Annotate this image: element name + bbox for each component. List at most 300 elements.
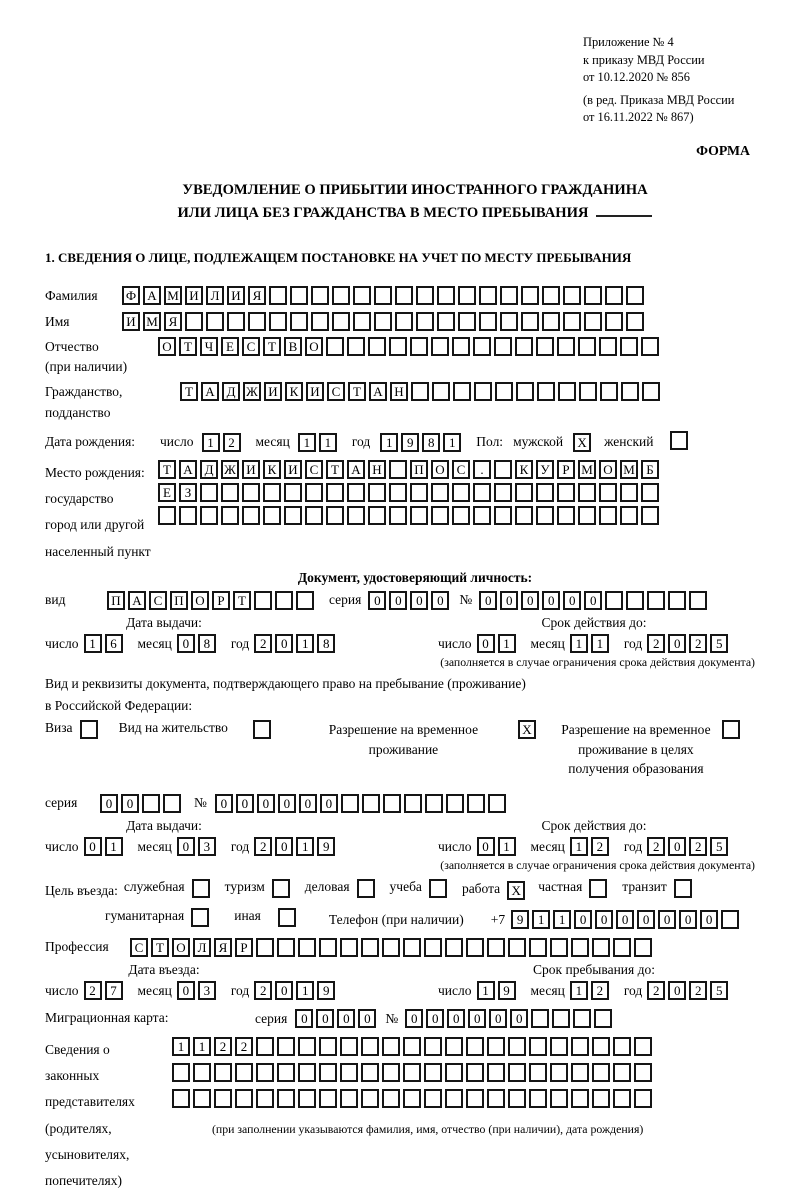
- char-box[interactable]: [537, 382, 555, 401]
- char-box[interactable]: Е: [158, 483, 176, 502]
- char-box[interactable]: [410, 337, 428, 356]
- char-box[interactable]: [552, 1009, 570, 1028]
- char-box[interactable]: 1: [498, 837, 516, 856]
- char-box[interactable]: Т: [180, 382, 198, 401]
- char-box[interactable]: [263, 506, 281, 525]
- char-box[interactable]: [361, 938, 379, 957]
- char-box[interactable]: 1: [570, 837, 588, 856]
- char-box[interactable]: И: [242, 460, 260, 479]
- char-box[interactable]: [424, 1037, 442, 1056]
- char-box[interactable]: [488, 794, 506, 813]
- char-box[interactable]: Т: [179, 337, 197, 356]
- char-box[interactable]: О: [599, 460, 617, 479]
- char-box[interactable]: [256, 938, 274, 957]
- char-box[interactable]: [221, 483, 239, 502]
- char-box[interactable]: [403, 938, 421, 957]
- char-box[interactable]: 1: [84, 634, 102, 653]
- char-box[interactable]: О: [158, 337, 176, 356]
- char-box[interactable]: [579, 382, 597, 401]
- char-box[interactable]: З: [179, 483, 197, 502]
- char-box[interactable]: 0: [521, 591, 539, 610]
- char-box[interactable]: [424, 1089, 442, 1108]
- char-box[interactable]: И: [185, 286, 203, 305]
- char-box[interactable]: 1: [193, 1037, 211, 1056]
- char-box[interactable]: [368, 506, 386, 525]
- char-box[interactable]: М: [164, 286, 182, 305]
- char-box[interactable]: 0: [637, 910, 655, 929]
- char-box[interactable]: С: [149, 591, 167, 610]
- char-box[interactable]: [473, 506, 491, 525]
- char-box[interactable]: О: [431, 460, 449, 479]
- char-box[interactable]: [277, 1063, 295, 1082]
- char-box[interactable]: 1: [477, 981, 495, 1000]
- char-box[interactable]: [647, 591, 665, 610]
- checkbox[interactable]: [670, 431, 688, 450]
- char-box[interactable]: 5: [710, 837, 728, 856]
- char-box[interactable]: [319, 938, 337, 957]
- char-box[interactable]: [200, 506, 218, 525]
- char-box[interactable]: Я: [164, 312, 182, 331]
- char-box[interactable]: 0: [368, 591, 386, 610]
- char-box[interactable]: [458, 312, 476, 331]
- char-box[interactable]: [284, 483, 302, 502]
- char-box[interactable]: И: [227, 286, 245, 305]
- char-box[interactable]: М: [143, 312, 161, 331]
- char-box[interactable]: [613, 1037, 631, 1056]
- char-box[interactable]: П: [410, 460, 428, 479]
- char-box[interactable]: 0: [275, 837, 293, 856]
- char-box[interactable]: Р: [557, 460, 575, 479]
- char-box[interactable]: 0: [574, 910, 592, 929]
- char-box[interactable]: [298, 1089, 316, 1108]
- char-box[interactable]: [641, 337, 659, 356]
- char-box[interactable]: 0: [595, 910, 613, 929]
- char-box[interactable]: [578, 506, 596, 525]
- char-box[interactable]: 9: [317, 837, 335, 856]
- char-box[interactable]: [269, 312, 287, 331]
- char-box[interactable]: 1: [172, 1037, 190, 1056]
- char-box[interactable]: Н: [368, 460, 386, 479]
- char-box[interactable]: 0: [668, 837, 686, 856]
- char-box[interactable]: [432, 382, 450, 401]
- char-box[interactable]: [473, 337, 491, 356]
- char-box[interactable]: [515, 483, 533, 502]
- char-box[interactable]: [515, 506, 533, 525]
- char-box[interactable]: [410, 506, 428, 525]
- char-box[interactable]: [613, 1089, 631, 1108]
- char-box[interactable]: [573, 1009, 591, 1028]
- char-box[interactable]: [227, 312, 245, 331]
- char-box[interactable]: П: [107, 591, 125, 610]
- checkbox[interactable]: X: [507, 881, 525, 900]
- char-box[interactable]: [594, 1009, 612, 1028]
- char-box[interactable]: 0: [668, 634, 686, 653]
- char-box[interactable]: Б: [641, 460, 659, 479]
- char-box[interactable]: 0: [479, 591, 497, 610]
- char-box[interactable]: [721, 910, 739, 929]
- char-box[interactable]: [558, 382, 576, 401]
- char-box[interactable]: И: [284, 460, 302, 479]
- char-box[interactable]: 2: [235, 1037, 253, 1056]
- char-box[interactable]: [206, 312, 224, 331]
- char-box[interactable]: [332, 286, 350, 305]
- char-box[interactable]: [634, 938, 652, 957]
- char-box[interactable]: [600, 382, 618, 401]
- char-box[interactable]: [431, 337, 449, 356]
- char-box[interactable]: С: [130, 938, 148, 957]
- checkbox[interactable]: [357, 879, 375, 898]
- char-box[interactable]: [620, 506, 638, 525]
- checkbox[interactable]: [589, 879, 607, 898]
- char-box[interactable]: [542, 286, 560, 305]
- char-box[interactable]: [298, 1063, 316, 1082]
- char-box[interactable]: [256, 1089, 274, 1108]
- char-box[interactable]: [416, 286, 434, 305]
- char-box[interactable]: [424, 938, 442, 957]
- char-box[interactable]: М: [578, 460, 596, 479]
- char-box[interactable]: 0: [510, 1009, 528, 1028]
- char-box[interactable]: 2: [647, 634, 665, 653]
- char-box[interactable]: [361, 1037, 379, 1056]
- char-box[interactable]: 0: [278, 794, 296, 813]
- char-box[interactable]: А: [347, 460, 365, 479]
- char-box[interactable]: 2: [214, 1037, 232, 1056]
- checkbox[interactable]: [253, 720, 271, 739]
- char-box[interactable]: [474, 382, 492, 401]
- char-box[interactable]: [446, 794, 464, 813]
- char-box[interactable]: [142, 794, 160, 813]
- char-box[interactable]: О: [305, 337, 323, 356]
- char-box[interactable]: [550, 938, 568, 957]
- char-box[interactable]: 2: [254, 634, 272, 653]
- char-box[interactable]: 0: [542, 591, 560, 610]
- char-box[interactable]: [298, 1037, 316, 1056]
- char-box[interactable]: [319, 1037, 337, 1056]
- char-box[interactable]: 0: [177, 634, 195, 653]
- char-box[interactable]: 0: [316, 1009, 334, 1028]
- char-box[interactable]: [445, 1063, 463, 1082]
- char-box[interactable]: [389, 337, 407, 356]
- char-box[interactable]: [424, 1063, 442, 1082]
- char-box[interactable]: [263, 483, 281, 502]
- char-box[interactable]: Т: [326, 460, 344, 479]
- char-box[interactable]: [445, 1089, 463, 1108]
- char-box[interactable]: [425, 794, 443, 813]
- char-box[interactable]: С: [242, 337, 260, 356]
- char-box[interactable]: [495, 382, 513, 401]
- char-box[interactable]: К: [263, 460, 281, 479]
- char-box[interactable]: 9: [511, 910, 529, 929]
- char-box[interactable]: [487, 1063, 505, 1082]
- char-box[interactable]: О: [191, 591, 209, 610]
- char-box[interactable]: 0: [358, 1009, 376, 1028]
- char-box[interactable]: И: [306, 382, 324, 401]
- char-box[interactable]: Т: [151, 938, 169, 957]
- char-box[interactable]: [605, 286, 623, 305]
- char-box[interactable]: [410, 483, 428, 502]
- char-box[interactable]: [340, 938, 358, 957]
- char-box[interactable]: [311, 312, 329, 331]
- char-box[interactable]: [571, 1037, 589, 1056]
- char-box[interactable]: 2: [591, 981, 609, 1000]
- char-box[interactable]: [494, 337, 512, 356]
- char-box[interactable]: [508, 1089, 526, 1108]
- char-box[interactable]: [353, 286, 371, 305]
- char-box[interactable]: [516, 382, 534, 401]
- char-box[interactable]: [340, 1089, 358, 1108]
- char-box[interactable]: [437, 286, 455, 305]
- char-box[interactable]: [368, 337, 386, 356]
- char-box[interactable]: 1: [296, 837, 314, 856]
- char-box[interactable]: 1: [296, 634, 314, 653]
- char-box[interactable]: 1: [498, 634, 516, 653]
- char-box[interactable]: [487, 938, 505, 957]
- char-box[interactable]: [641, 483, 659, 502]
- char-box[interactable]: [452, 337, 470, 356]
- char-box[interactable]: [431, 483, 449, 502]
- char-box[interactable]: 1: [298, 433, 316, 452]
- checkbox[interactable]: [674, 879, 692, 898]
- char-box[interactable]: М: [620, 460, 638, 479]
- char-box[interactable]: [592, 938, 610, 957]
- checkbox[interactable]: [722, 720, 740, 739]
- char-box[interactable]: 2: [689, 634, 707, 653]
- char-box[interactable]: 3: [198, 981, 216, 1000]
- checkbox[interactable]: [191, 908, 209, 927]
- char-box[interactable]: [275, 591, 293, 610]
- char-box[interactable]: [571, 1089, 589, 1108]
- char-box[interactable]: К: [285, 382, 303, 401]
- char-box[interactable]: 2: [689, 837, 707, 856]
- char-box[interactable]: [473, 483, 491, 502]
- char-box[interactable]: Ф: [122, 286, 140, 305]
- checkbox[interactable]: X: [573, 433, 591, 452]
- char-box[interactable]: [689, 591, 707, 610]
- char-box[interactable]: [163, 794, 181, 813]
- char-box[interactable]: 2: [84, 981, 102, 1000]
- char-box[interactable]: 0: [177, 837, 195, 856]
- char-box[interactable]: [613, 938, 631, 957]
- char-box[interactable]: Ж: [243, 382, 261, 401]
- char-box[interactable]: Я: [214, 938, 232, 957]
- char-box[interactable]: [536, 337, 554, 356]
- char-box[interactable]: 0: [100, 794, 118, 813]
- char-box[interactable]: 2: [647, 981, 665, 1000]
- char-box[interactable]: [592, 1037, 610, 1056]
- char-box[interactable]: 0: [616, 910, 634, 929]
- char-box[interactable]: Т: [348, 382, 366, 401]
- checkbox[interactable]: X: [518, 720, 536, 739]
- char-box[interactable]: Р: [235, 938, 253, 957]
- char-box[interactable]: [563, 312, 581, 331]
- char-box[interactable]: Д: [200, 460, 218, 479]
- char-box[interactable]: [326, 337, 344, 356]
- char-box[interactable]: [515, 337, 533, 356]
- char-box[interactable]: Р: [212, 591, 230, 610]
- char-box[interactable]: [341, 794, 359, 813]
- char-box[interactable]: [319, 1089, 337, 1108]
- char-box[interactable]: 0: [477, 837, 495, 856]
- char-box[interactable]: 1: [319, 433, 337, 452]
- char-box[interactable]: [563, 286, 581, 305]
- char-box[interactable]: И: [264, 382, 282, 401]
- char-box[interactable]: [416, 312, 434, 331]
- char-box[interactable]: 5: [710, 634, 728, 653]
- char-box[interactable]: [269, 286, 287, 305]
- char-box[interactable]: 0: [236, 794, 254, 813]
- char-box[interactable]: 0: [468, 1009, 486, 1028]
- char-box[interactable]: 1: [443, 433, 461, 452]
- char-box[interactable]: 1: [591, 634, 609, 653]
- char-box[interactable]: [508, 1037, 526, 1056]
- char-box[interactable]: 0: [658, 910, 676, 929]
- char-box[interactable]: 8: [422, 433, 440, 452]
- char-box[interactable]: [361, 1089, 379, 1108]
- char-box[interactable]: [466, 1063, 484, 1082]
- char-box[interactable]: 0: [431, 591, 449, 610]
- char-box[interactable]: Я: [248, 286, 266, 305]
- char-box[interactable]: [550, 1063, 568, 1082]
- char-box[interactable]: [395, 312, 413, 331]
- char-box[interactable]: [529, 1063, 547, 1082]
- char-box[interactable]: [642, 382, 660, 401]
- char-box[interactable]: А: [128, 591, 146, 610]
- char-box[interactable]: 1: [105, 837, 123, 856]
- char-box[interactable]: [221, 506, 239, 525]
- char-box[interactable]: [411, 382, 429, 401]
- char-box[interactable]: [389, 506, 407, 525]
- char-box[interactable]: 1: [570, 981, 588, 1000]
- char-box[interactable]: [452, 483, 470, 502]
- char-box[interactable]: 0: [257, 794, 275, 813]
- char-box[interactable]: [193, 1063, 211, 1082]
- char-box[interactable]: 3: [198, 837, 216, 856]
- char-box[interactable]: [353, 312, 371, 331]
- char-box[interactable]: [487, 1037, 505, 1056]
- char-box[interactable]: 8: [317, 634, 335, 653]
- char-box[interactable]: Е: [221, 337, 239, 356]
- char-box[interactable]: [290, 312, 308, 331]
- char-box[interactable]: [254, 591, 272, 610]
- char-box[interactable]: Н: [390, 382, 408, 401]
- char-box[interactable]: [256, 1037, 274, 1056]
- char-box[interactable]: [382, 1037, 400, 1056]
- char-box[interactable]: [452, 506, 470, 525]
- checkbox[interactable]: [192, 879, 210, 898]
- char-box[interactable]: [347, 483, 365, 502]
- char-box[interactable]: Т: [233, 591, 251, 610]
- char-box[interactable]: 5: [710, 981, 728, 1000]
- char-box[interactable]: [374, 312, 392, 331]
- char-box[interactable]: 0: [389, 591, 407, 610]
- char-box[interactable]: [479, 312, 497, 331]
- char-box[interactable]: 0: [447, 1009, 465, 1028]
- char-box[interactable]: [172, 1063, 190, 1082]
- char-box[interactable]: [290, 286, 308, 305]
- char-box[interactable]: [340, 1063, 358, 1082]
- char-box[interactable]: [578, 483, 596, 502]
- char-box[interactable]: [668, 591, 686, 610]
- char-box[interactable]: 6: [105, 634, 123, 653]
- char-box[interactable]: [479, 286, 497, 305]
- char-box[interactable]: [494, 460, 512, 479]
- char-box[interactable]: [634, 1037, 652, 1056]
- char-box[interactable]: И: [122, 312, 140, 331]
- char-box[interactable]: [641, 506, 659, 525]
- char-box[interactable]: [536, 483, 554, 502]
- char-box[interactable]: [458, 286, 476, 305]
- char-box[interactable]: Л: [206, 286, 224, 305]
- char-box[interactable]: [361, 1063, 379, 1082]
- char-box[interactable]: [284, 506, 302, 525]
- char-box[interactable]: [542, 312, 560, 331]
- char-box[interactable]: 0: [489, 1009, 507, 1028]
- char-box[interactable]: [347, 506, 365, 525]
- char-box[interactable]: Т: [158, 460, 176, 479]
- char-box[interactable]: [592, 1089, 610, 1108]
- checkbox[interactable]: [429, 879, 447, 898]
- char-box[interactable]: А: [369, 382, 387, 401]
- char-box[interactable]: 0: [477, 634, 495, 653]
- char-box[interactable]: [395, 286, 413, 305]
- char-box[interactable]: [347, 337, 365, 356]
- char-box[interactable]: [214, 1089, 232, 1108]
- char-box[interactable]: 0: [275, 981, 293, 1000]
- char-box[interactable]: В: [284, 337, 302, 356]
- char-box[interactable]: Л: [193, 938, 211, 957]
- char-box[interactable]: [536, 506, 554, 525]
- char-box[interactable]: [382, 1063, 400, 1082]
- char-box[interactable]: [494, 506, 512, 525]
- char-box[interactable]: [494, 483, 512, 502]
- char-box[interactable]: [613, 1063, 631, 1082]
- char-box[interactable]: [550, 1037, 568, 1056]
- char-box[interactable]: [172, 1089, 190, 1108]
- char-box[interactable]: 7: [105, 981, 123, 1000]
- checkbox[interactable]: [278, 908, 296, 927]
- char-box[interactable]: [605, 591, 623, 610]
- char-box[interactable]: [235, 1063, 253, 1082]
- char-box[interactable]: 0: [426, 1009, 444, 1028]
- char-box[interactable]: [508, 1063, 526, 1082]
- char-box[interactable]: 0: [275, 634, 293, 653]
- char-box[interactable]: [626, 312, 644, 331]
- char-box[interactable]: 1: [296, 981, 314, 1000]
- char-box[interactable]: У: [536, 460, 554, 479]
- char-box[interactable]: [529, 1037, 547, 1056]
- char-box[interactable]: Д: [222, 382, 240, 401]
- char-box[interactable]: А: [143, 286, 161, 305]
- char-box[interactable]: [550, 1089, 568, 1108]
- char-box[interactable]: 0: [679, 910, 697, 929]
- char-box[interactable]: 2: [689, 981, 707, 1000]
- char-box[interactable]: 2: [647, 837, 665, 856]
- char-box[interactable]: [620, 337, 638, 356]
- char-box[interactable]: [235, 1089, 253, 1108]
- char-box[interactable]: [599, 483, 617, 502]
- char-box[interactable]: [578, 337, 596, 356]
- char-box[interactable]: 0: [584, 591, 602, 610]
- char-box[interactable]: [389, 460, 407, 479]
- char-box[interactable]: [584, 286, 602, 305]
- char-box[interactable]: [382, 1089, 400, 1108]
- char-box[interactable]: [500, 312, 518, 331]
- char-box[interactable]: 9: [498, 981, 516, 1000]
- char-box[interactable]: 0: [177, 981, 195, 1000]
- char-box[interactable]: [242, 483, 260, 502]
- char-box[interactable]: 0: [215, 794, 233, 813]
- char-box[interactable]: А: [179, 460, 197, 479]
